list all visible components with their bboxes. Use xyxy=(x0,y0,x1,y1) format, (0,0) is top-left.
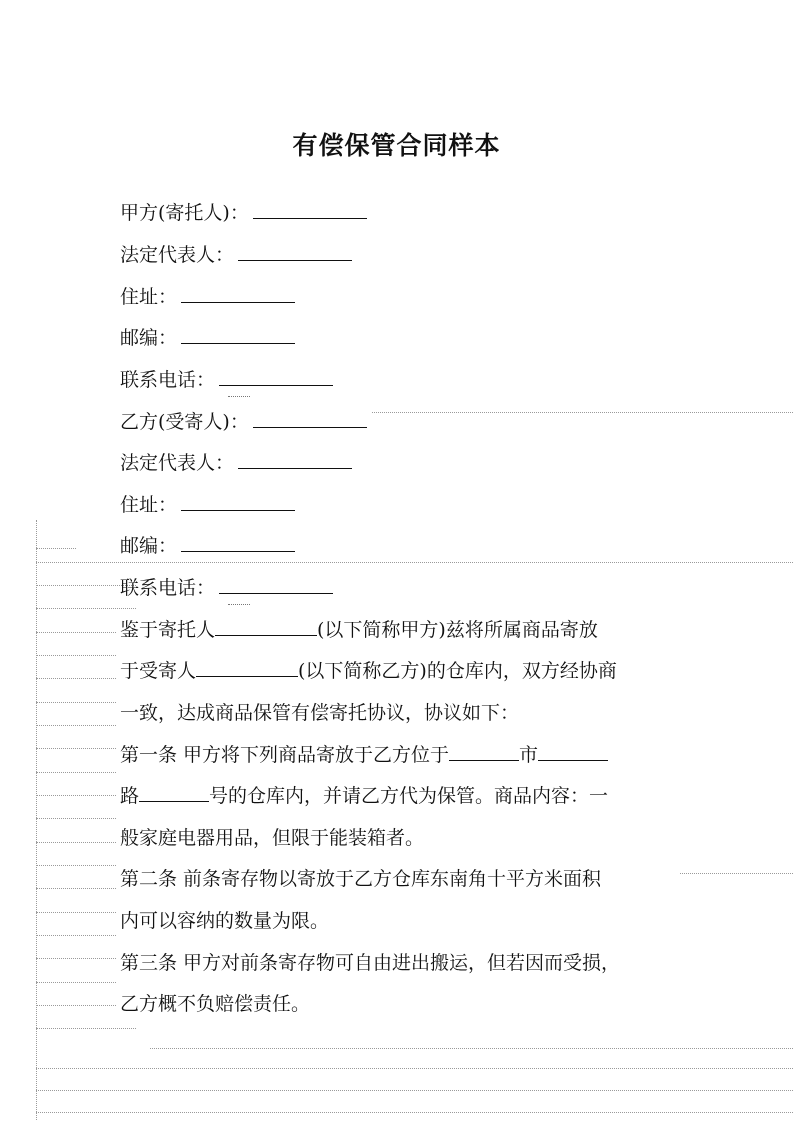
dotted-rule xyxy=(36,748,116,749)
dotted-rule xyxy=(36,912,116,913)
article-2-line-2 xyxy=(120,908,329,934)
fill-blank xyxy=(181,494,295,511)
party-b-line xyxy=(120,409,367,435)
article-text: 第二条 前条寄存物以寄放于乙方仓库东南角十平方米面积 xyxy=(120,868,602,890)
fill-blank xyxy=(449,744,519,761)
dotted-rule xyxy=(36,608,136,609)
dotted-rule xyxy=(36,1005,116,1006)
article-text: 内可以容纳的数量为限。 xyxy=(120,910,330,932)
party-a-rep-label: 法定代表人： xyxy=(120,244,235,266)
dotted-rule-vertical xyxy=(36,520,37,1120)
dotted-rule xyxy=(36,795,116,796)
party-b-rep-label: 法定代表人： xyxy=(120,452,235,474)
article-3-line-2 xyxy=(120,991,310,1017)
dotted-rule xyxy=(372,412,793,413)
article-text: 乙方概不负赔偿责任。 xyxy=(120,993,311,1015)
intro-text: (以下简称甲方)兹将所属商品寄放 xyxy=(317,619,598,641)
dotted-rule xyxy=(36,818,116,819)
party-b-addr-label: 住址： xyxy=(120,494,178,516)
dotted-rule xyxy=(150,1048,793,1049)
party-b-rep-line xyxy=(120,450,352,476)
intro-text: 一致，达成商品保管有偿寄托协议，协议如下： xyxy=(120,702,520,724)
intro-line-2 xyxy=(120,658,617,684)
fill-blank xyxy=(253,411,367,428)
party-b-zip-label: 邮编： xyxy=(120,535,178,557)
article-text: 号的仓库内，并请乙方代为保管。商品内容：一 xyxy=(209,785,609,807)
fill-blank xyxy=(253,202,367,219)
article-2-line-1 xyxy=(120,866,601,892)
intro-text: 于受寄人 xyxy=(120,660,197,682)
dotted-rule xyxy=(36,1028,136,1029)
party-a-rep-line xyxy=(120,242,352,268)
party-b-addr-line xyxy=(120,492,295,518)
dotted-rule xyxy=(36,678,116,679)
fill-blank xyxy=(219,369,333,386)
fill-blank xyxy=(181,286,295,303)
party-a-addr-label: 住址： xyxy=(120,286,178,308)
fill-blank xyxy=(139,785,209,802)
party-a-addr-line xyxy=(120,284,295,310)
dotted-rule xyxy=(680,873,793,874)
article-text: 第一条 甲方将下列商品寄放于乙方位于 xyxy=(120,744,450,766)
dotted-rule xyxy=(36,632,116,633)
fill-blank xyxy=(238,244,352,261)
party-a-zip-line xyxy=(120,325,295,351)
dotted-rule xyxy=(36,958,116,959)
dotted-rule xyxy=(36,1112,793,1113)
party-b-zip-line xyxy=(120,533,295,559)
fill-blank xyxy=(538,744,608,761)
party-b-phone-line xyxy=(120,575,333,601)
dotted-rule xyxy=(36,772,116,773)
party-a-zip-label: 邮编： xyxy=(120,327,178,349)
party-a-phone-line xyxy=(120,367,333,393)
fill-blank xyxy=(215,619,317,636)
party-b-phone-label: 联系电话： xyxy=(120,577,216,599)
article-text: 般家庭电器用品，但限于能装箱者。 xyxy=(120,827,425,849)
dotted-mark xyxy=(228,396,250,397)
article-text: 第三条 甲方对前条寄存物可自由进出搬运，但若因而受损， xyxy=(120,952,621,974)
fill-blank xyxy=(238,452,352,469)
intro-line-1 xyxy=(120,617,598,643)
article-text: 路 xyxy=(120,785,140,807)
fill-blank xyxy=(181,535,295,552)
fill-blank xyxy=(181,327,295,344)
article-1-line-2 xyxy=(120,783,608,809)
article-3-line-1 xyxy=(120,950,620,976)
party-a-line xyxy=(120,200,367,226)
fill-blank xyxy=(196,660,298,677)
dotted-rule xyxy=(36,562,793,563)
dotted-rule xyxy=(36,1068,793,1069)
intro-text: (以下简称乙方)的仓库内，双方经协商 xyxy=(298,660,617,682)
party-a-label: 甲方(寄托人)： xyxy=(120,202,249,224)
dotted-rule xyxy=(36,982,116,983)
document-title: 有偿保管合同样本 xyxy=(292,131,501,160)
dotted-rule xyxy=(36,865,116,866)
intro-line-3 xyxy=(120,700,519,726)
dotted-rule xyxy=(36,842,116,843)
dotted-rule xyxy=(36,702,116,703)
party-a-phone-label: 联系电话： xyxy=(120,369,216,391)
article-text: 市 xyxy=(519,744,539,766)
intro-text: 鉴于寄托人 xyxy=(120,619,216,641)
article-1-line-3 xyxy=(120,825,424,851)
fill-blank xyxy=(219,577,333,594)
dotted-mark xyxy=(228,604,250,605)
party-b-label: 乙方(受寄人)： xyxy=(120,411,249,433)
dotted-rule xyxy=(36,1090,793,1091)
dotted-rule xyxy=(36,935,116,936)
article-1-line-1 xyxy=(120,742,608,768)
dotted-rule xyxy=(36,725,116,726)
dotted-rule xyxy=(36,655,116,656)
dotted-rule xyxy=(36,888,116,889)
dotted-rule xyxy=(36,548,76,549)
